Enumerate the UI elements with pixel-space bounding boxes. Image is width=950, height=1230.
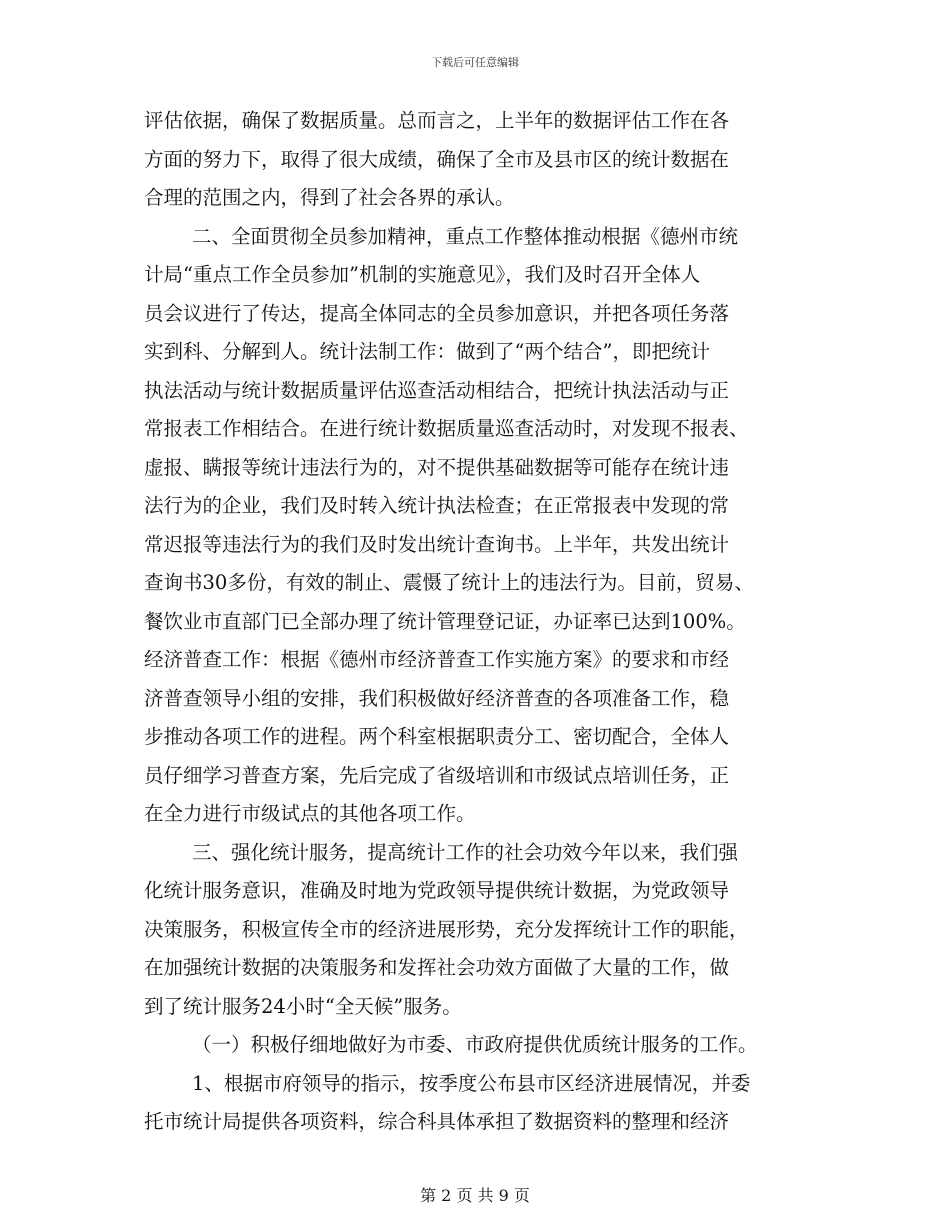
text-line: 常报表工作相结合。在进行统计数据质量巡查活动时，对发现不报表、: [144, 417, 749, 440]
text-line: 法行为的企业，我们及时转入统计执法检查；在正常报表中发现的常: [144, 494, 730, 517]
text-line: （一）积极仔细地做好为市委、市政府提供优质统计服务的工作。: [192, 1033, 758, 1056]
text-line: 员仔细学习普查方案，先后完成了省级培训和市级试点培训任务，正: [144, 763, 730, 787]
text-line: 托市统计局提供各项资料，综合科具体承担了数据资料的整理和经济: [144, 1110, 730, 1133]
text-line: 计局“重点工作全员参加”机制的实施意见》，我们及时召开全体人: [144, 263, 701, 286]
text-line: 经济普查工作：根据《德州市经济普查工作实施方案》的要求和市经: [144, 648, 730, 671]
text-line: 1、根据市府领导的指示，按季度公布县市区经济进展情况，并委: [192, 1071, 751, 1095]
text-line: 决策服务，积极宣传全市的经济进展形势，充分发挥统计工作的职能，: [144, 917, 749, 941]
text-line: 执法活动与统计数据质量评估巡查活动相结合，把统计执法活动与正: [144, 378, 730, 402]
text-line: 三、强化统计服务，提高统计工作的社会功效今年以来，我们强: [192, 840, 739, 864]
text-line: 实到科、分解到人。统计法制工作：做到了“两个结合”，即把统计: [144, 340, 710, 363]
text-line: 二、全面贯彻全员参加精神，重点工作整体推动根据《德州市统: [192, 224, 739, 248]
text-line: 到了统计服务24小时“全天候”服务。: [144, 994, 462, 1018]
text-line: 在加强统计数据的决策服务和发挥社会功效方面做了大量的工作，做: [144, 956, 730, 979]
text-line: 化统计服务意识，准确及时地为党政领导提供统计数据，为党政领导: [144, 879, 730, 902]
text-line: 常迟报等违法行为的我们及时发出统计查询书。上半年，共发出统计: [144, 532, 730, 556]
text-line: 方面的努力下，取得了很大成绩，确保了全市及县市区的统计数据在: [144, 147, 730, 171]
page-footer: 第 2 页 共 9 页: [420, 1186, 530, 1205]
text-line: 合理的范围之内，得到了社会各界的承认。: [144, 186, 515, 209]
text-line: 餐饮业市直部门已全部办理了统计管理登记证，办证率已达到100%。: [144, 609, 746, 633]
text-line: 员会议进行了传达，提高全体同志的全员参加意识，并把各项任务落: [144, 301, 730, 325]
page-header: 下载后可任意编辑: [431, 56, 519, 69]
text-line: 在全力进行市级试点的其他各项工作。: [144, 802, 476, 825]
text-line: 虚报、瞒报等统计违法行为的，对不提供基础数据等可能存在统计违: [144, 455, 730, 479]
text-line: 查询书30多份，有效的制止、震慑了统计上的违法行为。目前，贸易、: [144, 571, 754, 594]
text-line: 评估依据，确保了数据质量。总而言之，上半年的数据评估工作在各: [144, 109, 730, 132]
text-line: 步推动各项工作的进程。两个科室根据职责分工、密切配合，全体人: [144, 725, 730, 748]
text-line: 济普查领导小组的安排，我们积极做好经济普查的各项准备工作，稳: [144, 686, 730, 710]
document-body: [144, 102, 814, 1142]
